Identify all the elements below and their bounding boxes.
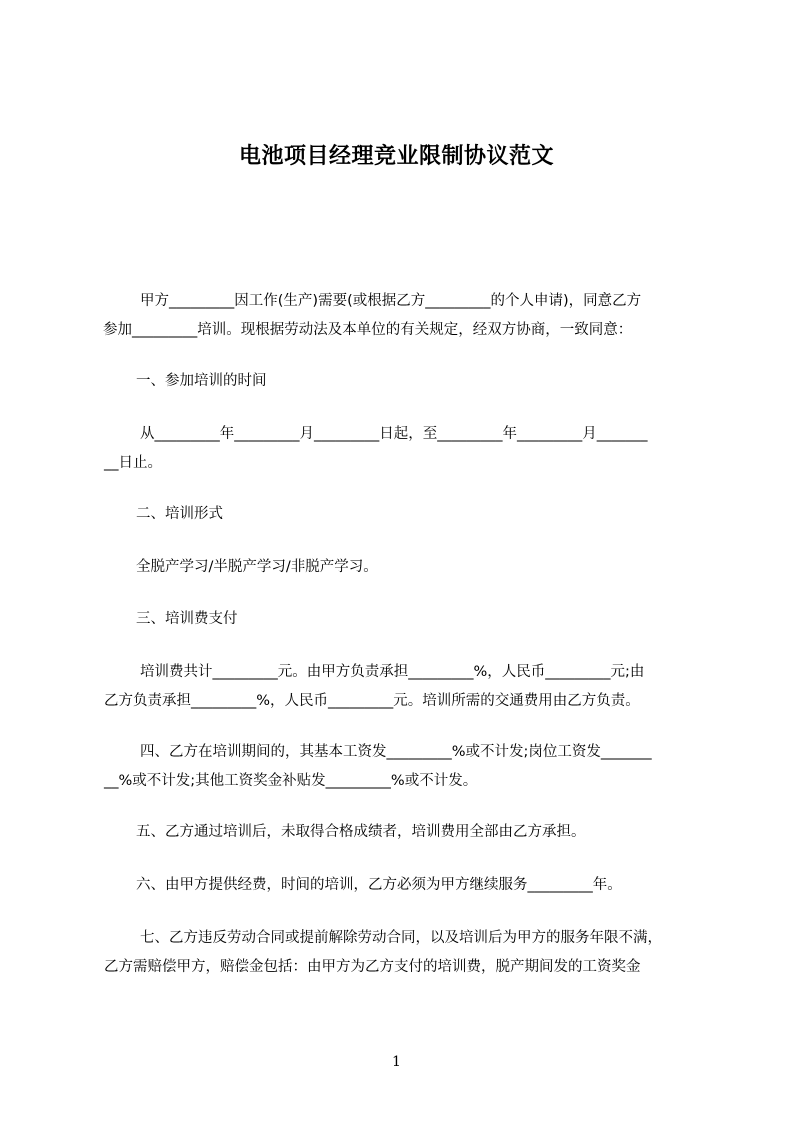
section-2-heading: 二、培训形式	[136, 506, 223, 522]
section-3-line-2: 乙方负责承担_________%，人民币_________元。培训所需的交通费用由乙方负责。	[104, 693, 640, 709]
intro-line-1: 甲方_________因工作(生产)需要(或根据乙方_________的个人申请)，同意乙方	[140, 293, 642, 309]
section-7-line-2: 乙方需赔偿甲方，赔偿金包括：由甲方为乙方支付的培训费，脱产期间发的工资奖金	[104, 959, 641, 975]
section-3-heading: 三、培训费支付	[136, 611, 238, 627]
section-1-line-1: 从_________年_________月_________日起，至_________年_________月_______	[140, 426, 648, 442]
page-number: 1	[392, 1054, 401, 1070]
document-title: 电池项目经理竞业限制协议范文	[238, 144, 554, 169]
section-7-line-1: 七、乙方违反劳动合同或提前解除劳动合同，以及培训后为甲方的服务年限不满，	[140, 930, 662, 946]
intro-paragraph	[104, 287, 704, 345]
section-4-line-1: 四、乙方在培训期间的，其基本工资发_________%或不计发;岗位工资发_______	[140, 744, 652, 760]
section-6-paragraph: 六、由甲方提供经费，时间的培训，乙方必须为甲方继续服务_________年。	[136, 877, 622, 893]
section-4-paragraph	[104, 738, 704, 796]
section-1-body	[104, 420, 704, 478]
section-5-paragraph: 五、乙方通过培训后，未取得合格成绩者，培训费用全部由乙方承担。	[136, 824, 586, 840]
section-4-line-2: __%或不计发;其他工资奖金补贴发_________%或不计发。	[104, 773, 478, 789]
section-7-paragraph	[104, 924, 704, 982]
section-3-body	[104, 658, 704, 716]
section-1-heading: 一、参加培训的时间	[136, 373, 267, 389]
section-2-body: 全脱产学习/半脱产学习/非脱产学习。	[136, 559, 378, 575]
section-3-line-1: 培训费共计_________元。由甲方负责承担_________%，人民币_________元;由	[140, 664, 645, 680]
section-1-line-2: __日止。	[104, 455, 162, 471]
intro-line-2: 参加_________培训。现根据劳动法及本单位的有关规定，经双方协商，一致同意：	[103, 322, 633, 338]
